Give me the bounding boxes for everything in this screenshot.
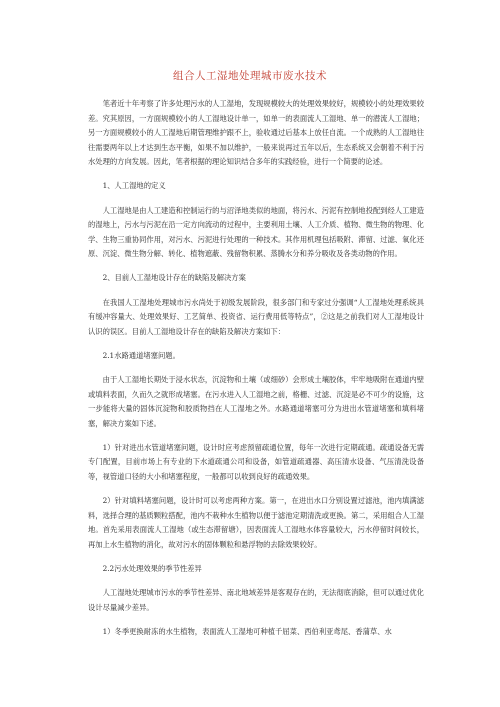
subsection-heading-2-2: 2.2污水处理效果的季节性差异 xyxy=(102,563,202,573)
section-heading-2: 2、目前人工湿地设计存在的缺陷及解决方案 xyxy=(102,273,246,283)
paragraph-filler-clogging: 2）针对填料堵塞问题，设计时可以考虑两种方案。第一，在进出水口分别设置过滤池，池内填满滤料，选择合理的基质颗粒搭配，池内不栽种水生植物以便于滤池定期清洗或更换。第二，采用组合人工湿地。首先采用表面流人工湿地（或生态滞留塘），因表面流人工湿地水体容量较大，污水停留时间较长，再加上水生植物的消化，故对污水的固体颗粒和悬浮物的去除效果较好。 xyxy=(88,496,424,549)
document-title: 组合人工湿地处理城市废水技术 xyxy=(173,70,327,82)
paragraph-definition: 人工湿地是由人工建造和控制运行的与沼泽地类似的地面，将污水、污泥有控制地投配到经人工建造的湿地上，污水与污泥在沿一定方向流动的过程中，主要利用土壤、人工介质、植物、微生物的物理、化学、生物三重协同作用，对污水、污泥进行处理的一种技术。其作用机理包括吸附、滞留、过滤、氧化还原、沉淀、微生物分解、转化、植物遮蔽、残留物积累、蒸腾水分和养分吸收及各类动物的作用。 xyxy=(88,205,424,259)
document-body xyxy=(88,97,424,649)
subsection-heading-2-1: 2.1水路通道堵塞问题。 xyxy=(102,350,180,360)
section-heading-1: 1、人工湿地的定义 xyxy=(102,181,166,191)
paragraph-pipe-clogging: 1）针对进出水管道堵塞问题，设计时应考虑预留疏通位置，每年一次进行定期疏通。疏通设备无需专门配置，目前市场上有专业的下水道疏通公司和设备，如管道疏通器、高压清水设备、气压清洗设备等，视管道口径的大小和堵塞程度，一般都可以收到良好的疏通效果。 xyxy=(88,442,424,481)
paragraph-intro: 笔者近十年考察了许多处理污水的人工湿地，发现规模较大的处理效果较好，规模较小的处理效果较差。究其原因，一方面规模较小的人工湿地设计单一，如单一的表面流人工湿地、单一的潜流人工湿地；另一方面规模较小的人工湿地后期管理维护跟不上，验收通过后基本上放任自流。一个成熟的人工湿地往往需要两年以上才达到生态平衡，如果不加以维护，一般来说再过五年以后，生态系统又会朝着不利于污水处理的方向发展。因此，笔者根据的理论知识结合多年的实践经验，进行一个简要的论述。 xyxy=(88,99,424,167)
paragraph-winter-plants: 1）冬季更换耐冻的水生植物，表面流人工湿地可种植千屈菜、西伯利亚鸢尾、香蒲草、水 xyxy=(102,626,392,636)
paragraph-current-status: 在我国人工湿地处理城市污水尚处于初级发展阶段，很多部门和专家过分强调“人工湿地处理系统具有缓冲容量大、处理效果好、工艺简单、投资省、运行费用低等特点”，②这是之前我们对人工湿地设计认识的误区。目前人工湿地设计存在的缺陷及解决方案如下： xyxy=(88,297,424,336)
paragraph-seasonal: 人工湿地处理城市污水的季节性差异、南北地域差异是客观存在的，无法彻底消除，但可以通过优化设计尽量减少差异。 xyxy=(88,588,424,612)
paragraph-clogging: 由于人工湿地长期处于浸水状态，沉淀物和土壤（或细砂）会形成土壤胶体，牢牢地吸附在通道内壁或填料表面，久而久之就形成堵塞。在污水进入人工湿地之前，格栅、过滤、沉淀是必不可少的设施，这一步能将大量的固体沉淀物和胶质物挡在人工湿地之外。水路通道堵塞可分为进出水管道堵塞和填料堵塞，解决方案如下述。 xyxy=(88,374,424,428)
